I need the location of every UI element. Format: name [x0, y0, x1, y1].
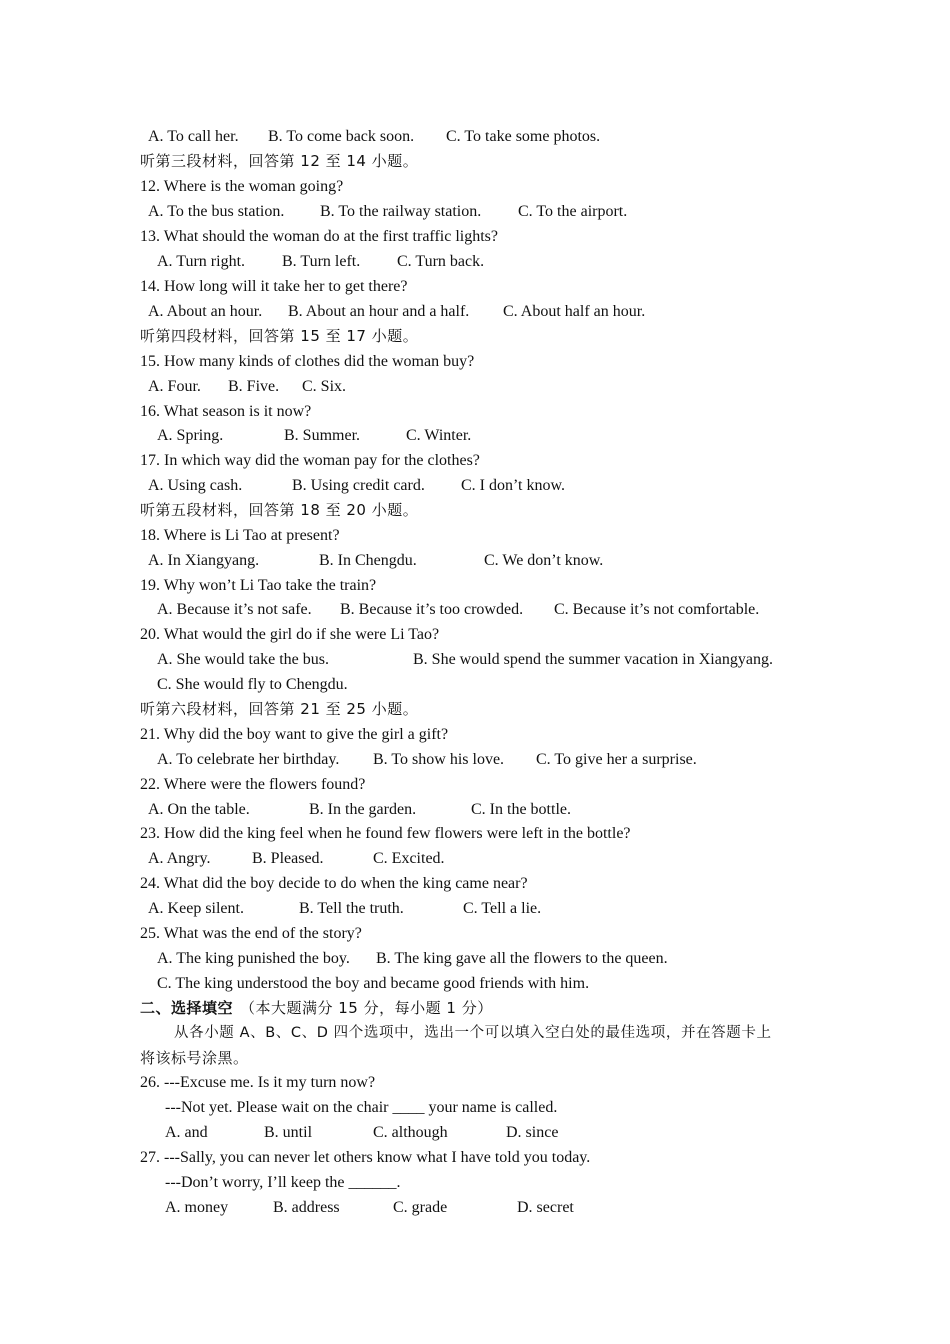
- option-c: C. grade: [393, 1199, 448, 1216]
- question-21-options: [140, 748, 812, 772]
- option-a: A. and: [165, 1124, 208, 1141]
- option-b: B. address: [273, 1199, 340, 1216]
- question-25-options-row1: [140, 947, 812, 971]
- option-a: A. Keep silent.: [148, 900, 244, 917]
- option-c: C. To give her a surprise.: [536, 751, 697, 768]
- option-c: C. To take some photos.: [446, 128, 601, 145]
- part-2-heading: [140, 996, 812, 1020]
- question-20-options-row1: [140, 648, 812, 672]
- part-2-instruction-cont: 将该标号涂黑。: [140, 1049, 249, 1067]
- question-20-options-row2: [140, 673, 812, 697]
- question-11-options: [140, 125, 812, 149]
- question-26-reply: [140, 1096, 812, 1120]
- question-24: 24. What did the boy decide to do when the king came near?: [140, 875, 528, 892]
- option-c: C. To the airport.: [518, 203, 628, 220]
- question-25: 25. What was the end of the story?: [140, 925, 362, 942]
- question-27: 27. ---Sally, you can never let others know what I have told you today.: [140, 1149, 591, 1166]
- question-16-options: [140, 424, 812, 448]
- question-15-options: [140, 375, 812, 399]
- option-a: A. Four.: [148, 378, 201, 395]
- option-b: B. Tell the truth.: [299, 900, 404, 917]
- option-c: C. Six.: [302, 378, 347, 395]
- question-14: 14. How long will it take her to get there?: [140, 278, 408, 295]
- section-5-header: 听第五段材料，回答第 18 至 20 小题。: [140, 501, 419, 519]
- question-23: 23. How did the king feel when he found few flowers were left in the bottle?: [140, 825, 631, 842]
- option-a: A. money: [165, 1199, 229, 1216]
- option-a: A. To the bus station.: [148, 203, 285, 220]
- option-a: A. Because it’s not safe.: [157, 601, 312, 618]
- part-2-instruction: [140, 1021, 812, 1045]
- option-c: C. In the bottle.: [471, 801, 571, 818]
- question-17: 17. In which way did the woman pay for the clothes?: [140, 452, 480, 469]
- question-23-options: [140, 847, 812, 871]
- question-26-options: [140, 1121, 812, 1145]
- question-27-reply: [140, 1171, 812, 1195]
- option-b: B. Because it’s too crowded.: [340, 601, 524, 618]
- option-c: C. About half an hour.: [503, 303, 646, 320]
- question-26: 26. ---Excuse me. Is it my turn now?: [140, 1074, 376, 1091]
- option-c: C. Turn back.: [397, 253, 485, 270]
- question-22: 22. Where were the flowers found?: [140, 776, 366, 793]
- option-b: B. In the garden.: [309, 801, 417, 818]
- question-24-options: [140, 897, 812, 921]
- question-18: 18. Where is Li Tao at present?: [140, 527, 340, 544]
- option-c: C. The king understood the boy and became good friends with him.: [157, 975, 590, 992]
- option-b: B. Summer.: [284, 427, 361, 444]
- option-b: B. Five.: [228, 378, 280, 395]
- option-a: A. About an hour.: [148, 303, 263, 320]
- option-a: A. Angry.: [148, 850, 211, 867]
- option-b: B. In Chengdu.: [319, 552, 417, 569]
- question-18-options: [140, 549, 812, 573]
- instruction-line-1: 从各小题 A、B、C、D 四个选项中，选出一个可以填入空白处的最佳选项，并在答题卡上: [174, 1025, 772, 1041]
- dialogue-reply: ---Not yet. Please wait on the chair ____ your name is called.: [165, 1099, 558, 1116]
- part-2-score-note: （本大题满分 15 分，每小题 1 分）: [240, 999, 493, 1017]
- question-14-options: [140, 300, 812, 324]
- question-21: 21. Why did the boy want to give the girl a gift?: [140, 726, 449, 743]
- option-c: C. Excited.: [373, 850, 445, 867]
- option-b: B. Using credit card.: [292, 477, 425, 494]
- option-b: B. To show his love.: [373, 751, 505, 768]
- section-4-header: 听第四段材料，回答第 15 至 17 小题。: [140, 327, 419, 345]
- question-16: 16. What season is it now?: [140, 403, 312, 420]
- option-d: D. secret: [517, 1199, 574, 1216]
- section-6-header: 听第六段材料，回答第 21 至 25 小题。: [140, 700, 419, 718]
- option-a: A. Turn right.: [157, 253, 246, 270]
- option-a: A. To celebrate her birthday.: [157, 751, 340, 768]
- question-13-options: [140, 250, 812, 274]
- option-a: A. Spring.: [157, 427, 224, 444]
- section-3-header: 听第三段材料，回答第 12 至 14 小题。: [140, 152, 419, 170]
- dialogue-reply: ---Don’t worry, I’ll keep the ______.: [165, 1174, 401, 1191]
- option-c: C. I don’t know.: [461, 477, 565, 494]
- question-12-options: [140, 200, 812, 224]
- question-19-options: [140, 598, 812, 622]
- question-19: 19. Why won’t Li Tao take the train?: [140, 577, 377, 594]
- question-15: 15. How many kinds of clothes did the woman buy?: [140, 353, 475, 370]
- option-b: B. To come back soon.: [268, 128, 415, 145]
- option-b: B. Turn left.: [282, 253, 361, 270]
- question-22-options: [140, 798, 812, 822]
- option-a: A. On the table.: [148, 801, 250, 818]
- question-27-options: [140, 1196, 812, 1220]
- option-b: B. To the railway station.: [320, 203, 482, 220]
- question-25-options-row2: [140, 972, 812, 996]
- question-12: 12. Where is the woman going?: [140, 178, 344, 195]
- option-c: C. Because it’s not comfortable.: [554, 601, 760, 618]
- option-b: B. About an hour and a half.: [288, 303, 470, 320]
- option-a: A. In Xiangyang.: [148, 552, 260, 569]
- option-a: A. Using cash.: [148, 477, 243, 494]
- option-d: D. since: [506, 1124, 559, 1141]
- option-c: C. Tell a lie.: [463, 900, 542, 917]
- option-b: B. She would spend the summer vacation in Xiangyang.: [413, 651, 773, 668]
- question-13: 13. What should the woman do at the first traffic lights?: [140, 228, 498, 245]
- option-b: B. The king gave all the flowers to the queen.: [376, 950, 668, 967]
- option-c: C. Winter.: [406, 427, 472, 444]
- option-a: A. To call her.: [148, 128, 239, 145]
- option-c: C. although: [373, 1124, 448, 1141]
- option-c: C. She would fly to Chengdu.: [157, 676, 348, 693]
- option-a: A. She would take the bus.: [157, 651, 329, 668]
- part-2-title: 二、选择填空: [140, 999, 234, 1017]
- option-b: B. until: [264, 1124, 313, 1141]
- question-20: 20. What would the girl do if she were Li Tao?: [140, 626, 440, 643]
- question-17-options: [140, 474, 812, 498]
- option-a: A. The king punished the boy.: [157, 950, 350, 967]
- option-c: C. We don’t know.: [484, 552, 604, 569]
- option-b: B. Pleased.: [252, 850, 324, 867]
